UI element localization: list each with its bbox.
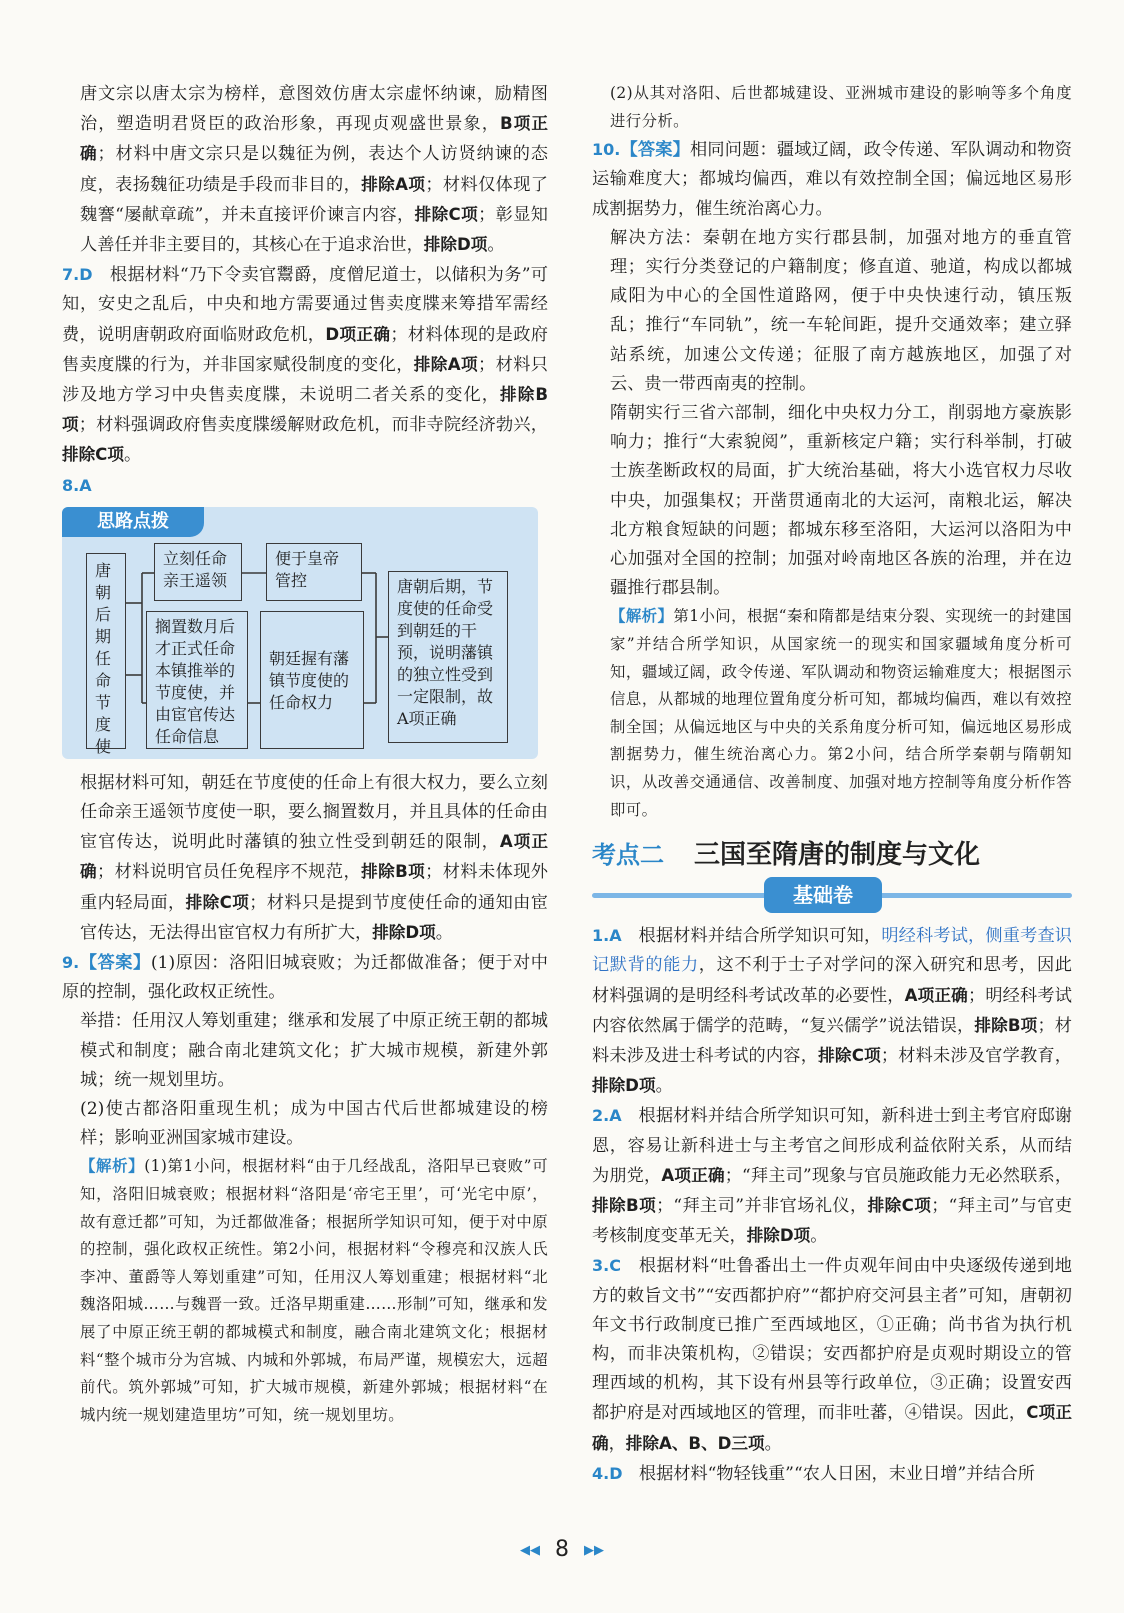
question-number: 2.A	[592, 1106, 622, 1126]
keyword: 排除B项	[62, 385, 548, 435]
q9-measures: 举措：任用汉人筹划重建；继承和发展了中原正统王朝的都城模式和制度；融合南北建筑文化；扩大城市规模，新建外郭城；统一规划里坊。	[80, 1011, 548, 1090]
question-number: 7.D	[62, 265, 93, 285]
page-footer	[0, 1537, 1124, 1562]
analysis-tag: 【解析】	[610, 607, 674, 626]
q4-answer	[592, 1459, 1072, 1489]
text: 根据材料“物轻钱重”“农人日困，末业日增”并结合所	[638, 1463, 1035, 1484]
text: (1)第1小问，根据材料“由于几经战乱，洛阳早已衰败”可知，洛阳旧城衰败；根据材料“洛阳是‘帝宅王里’，可‘光宅中原’，故有意迁都”可知，为迁都做准备；根据所学知识可知，便于对中原的控制，强化政权正统性。第2小问，根据材料“令穆亮和汉族人氏李冲、董爵等人筹划重建”可知，任用汉人筹划重建；根据材料“北魏洛阳城……与魏晋一致。迁洛早期重建……形制”可知，继承和发展了中原正统王朝的都城模式和制度，融合南北建筑文化；根据材料“整个城市分为宫城、内城和外郭城，布局严谨，规模宏大，远超前代。筑外郭城”可知，扩大城市规模，新建外郭城；根据材料“在城内统一规划建造里坊”可知，统一规划里坊。	[80, 1157, 548, 1424]
text: ，这不利于士子对学问的深入研究和思考，因此材料强调的是明经科考试改革的必要性，	[592, 955, 1072, 1006]
analysis-tag: 【解析】	[80, 1157, 145, 1176]
question-number: 1.A	[592, 926, 622, 946]
keyword: 排除B项	[361, 862, 426, 882]
question-number: 4.D	[592, 1463, 623, 1483]
prev-page-icon[interactable]: ◀◀	[520, 1542, 540, 1558]
keyword: 排除D项	[423, 235, 488, 255]
text: ；材料只涉及地方学习中央售卖度牒，未说明二者关系的变化，	[62, 354, 548, 406]
keyword: 排除D项	[746, 1226, 811, 1246]
text: 。	[487, 235, 505, 256]
text: 。	[764, 1433, 782, 1454]
question-number: 9.	[62, 953, 80, 973]
text: ；材料中唐文宗只是以魏征为例，表达个人访贤纳谏的态度，表扬魏征功绩是手段而非目的，	[80, 144, 548, 195]
text: 根据材料“乃下令卖官鬻爵，度僧尼道士，以储积为务”可知，安史之乱后，中央和地方需要通过售卖度牒来筹措军需经费，说明唐朝政府面临财政危机，	[62, 265, 548, 345]
keyword: D项正确	[325, 324, 391, 344]
q10-solution-sui: 隋朝实行三省六部制，细化中央权力分工，削弱地方豪族影响力；推行“大索貌阅”，重新核定户籍；实行科举制，打破士族垄断政权的局面，扩大统治基础，将大小选官权力尽收中央，加强集权；开凿贯通南北的大运河，南粮北运，解决北方粮食短缺的问题；都城东移至洛阳，大运河以洛阳为中心加强对全国的控制；加强对岭南地区各族的治理，并在边疆推行郡县制。	[610, 403, 1072, 599]
keyword: 排除B项	[974, 1015, 1038, 1035]
text: 根据材料可知，朝廷在节度使的任命上有很大权力，要么立刻任命亲王遥领节度使一职，要么搁置数月，并且具体的任命由宦官传达，说明此时藩镇的独立性受到朝廷的限制，	[80, 772, 548, 853]
mindmap-node: 搁置数月后才正式任命本镇推举的节度使，并由宦官传达任命信息	[146, 611, 248, 749]
keyword: 排除A项	[361, 174, 426, 194]
keyword: 排除A项	[413, 354, 479, 374]
keyword: A项正确	[80, 832, 548, 882]
next-page-icon[interactable]: ▶▶	[584, 1542, 604, 1558]
text: 。	[435, 922, 453, 943]
q9-influence: (2)使古都洛阳重现生机；成为中国古代后世都城建设的榜样；影响亚洲国家城市建设。	[80, 1099, 548, 1149]
text: ；“拜主司”与官吏考核制度变革无关，	[592, 1196, 1073, 1247]
q10-solution-qin: 解决方法：秦朝在地方实行郡县制，加强对地方的垂直管理；实行分类登记的户籍制度；修直道、驰道，构成以都城咸阳为中心的全国性道路网，便于中央快速行动，镇压叛乱；推行“车同轨”，统一车轮间距，提升交通效率；建立驿站系统，加速公文传递；征服了南方越族地区，加强了对云、贵一带西南夷的控制。	[610, 227, 1072, 394]
mindmap-node: 朝廷握有藩镇节度使的任命权力	[260, 611, 364, 749]
text: (1)原因：洛阳旧城衰败；为迁都做准备；便于对中原的控制，强化政权正统性。	[62, 953, 548, 1003]
text: ；彰显知人善任并非主要目的，其核心在于追求治世，	[80, 204, 548, 256]
keyword: 排除A、B、D三项	[625, 1433, 765, 1453]
idea-mindmap	[62, 507, 538, 759]
section-title: 三国至隋唐的制度与文化	[694, 840, 981, 871]
text: ；材料未涉及官学教育，	[880, 1046, 1072, 1066]
text: 根据材料“吐鲁番出土一件贞观年间由中央逐级传递到地方的敕旨文书”“安西都护府”“都护府交河县主者”可知，唐朝初年文书行政制度已推广至西域地区，①正确；尚书省为执行机构，而非决策机构，②错误；安西都护府是贞观时期设立的管理西域的机构，其下设有州县等行政单位，③正确；设置安西都护府是对西域地区的管理，而非吐蕃，④错误。因此，	[592, 1256, 1072, 1424]
keyword: 排除C项	[414, 204, 479, 224]
mindmap-header: 思路点拨	[62, 507, 204, 537]
keyword: C项正确	[592, 1403, 1072, 1453]
question-number: 8.A	[62, 475, 92, 495]
q10-analysis	[592, 603, 1072, 824]
answer-tag: 【答案】	[620, 140, 691, 161]
q9-analysis	[62, 1153, 548, 1429]
text: 根据材料并结合所学知识可知，新科进士到主考官府邸谢恩，容易让新科进士与主考官之间形成利益依附关系，从而结为朋党，	[592, 1106, 1072, 1186]
text: ；材料只是提到节度使任命的通知由宦官传达，无法得出宦官权力有所扩大，	[80, 892, 548, 943]
keyword: 排除C项	[818, 1046, 881, 1065]
text: ，	[608, 1433, 626, 1454]
text: 。	[655, 1076, 673, 1097]
section-pill: 基础卷	[764, 877, 882, 913]
keyword: 排除D项	[372, 922, 436, 942]
right-column	[592, 80, 1072, 1489]
q3-answer	[592, 1251, 1072, 1458]
text: 。	[810, 1226, 828, 1247]
text: ；材料强调政府售卖度牒缓解财政危机，而非寺院经济勃兴，	[78, 415, 548, 436]
text: ；材料未涉及进士科考试的内容，	[592, 1015, 1072, 1066]
text: ；“拜主司”并非官场礼仪，	[656, 1196, 868, 1217]
section-number: 考点二	[592, 841, 664, 870]
q6-continuation	[62, 80, 548, 260]
page-number: 8	[555, 1537, 569, 1562]
text: ；“拜主司”现象与官员施政能力无必然联系，	[724, 1165, 1073, 1186]
text: 。	[123, 445, 142, 466]
text: 根据材料并结合所学知识可知，	[638, 926, 882, 947]
mindmap-root: 唐朝后期任命节度使	[86, 553, 126, 749]
text: 相同问题：疆域辽阔，政令传递、军队调动和物资运输难度大；都城均偏西，难以有效控制全国；偏远地区易形成割据势力，催生统治离心力。	[592, 140, 1072, 219]
mindmap-node: 便于皇帝管控	[266, 543, 362, 601]
keyword: 排除D项	[592, 1076, 656, 1096]
q8-explanation	[62, 769, 548, 948]
keyword: B项正确	[80, 114, 548, 164]
q2-answer	[592, 1101, 1072, 1251]
text: ；材料未体现外重内轻局面，	[80, 862, 548, 913]
text: ；材料体现的是政府售卖度牒的行为，并非国家赋役制度的变化，	[62, 324, 548, 375]
question-number: 3.C	[592, 1256, 621, 1276]
mindmap-node: 唐朝后期，节度使的任命受到朝廷的干预，说明藩镇的独立性受到一定限制，故A项正确	[388, 571, 508, 743]
left-column	[62, 80, 548, 1429]
q8-number	[62, 471, 548, 501]
q7-answer	[62, 260, 548, 470]
question-number: 10.	[592, 140, 621, 160]
keyword: 排除C项	[62, 445, 124, 465]
keyword: A项正确	[904, 985, 968, 1005]
q1-answer	[592, 921, 1072, 1101]
answer-tag: 【答案】	[79, 953, 151, 974]
section-heading	[592, 834, 1072, 871]
keyword: 排除C项	[185, 892, 250, 912]
mindmap-node: 立刻任命亲王遥领	[154, 543, 242, 601]
text: ；材料仅体现了魏謇“屡献章疏”，并未直接评价谏言内容，	[80, 174, 548, 225]
keyword: 排除B项	[592, 1196, 657, 1216]
q9-analysis-continued: (2)从其对洛阳、后世都城建设、亚洲城市建设的影响等多个角度进行分析。	[610, 84, 1072, 130]
text: ；明经科考试内容依然属于儒学的范畴，“复兴儒学”说法错误，	[592, 985, 1072, 1036]
q10-answer	[592, 135, 1072, 224]
q9-answer	[62, 948, 548, 1007]
keyword: A项正确	[661, 1165, 725, 1185]
section-divider	[592, 877, 1072, 913]
keyword: 排除C项	[867, 1196, 932, 1216]
highlight-text: 明经科考试，侧重考查识记默背的能力	[592, 926, 1072, 976]
text: 第1小问，根据“秦和隋都是结束分裂、实现统一的封建国家”并结合所学知识，从国家统一的现实和国家疆域角度分析可知，疆域辽阔，政令传递、军队调动和物资运输难度大；根据图示信息，从都城的地理位置角度分析可知，都城均偏西，难以有效控制全国；从偏远地区与中央的关系角度分析可知，偏远地区易形成割据势力，催生统治离心力。第2小问，结合所学秦朝与隋朝知识，从改善交通通信、改善制度、加强对地方控制等角度分析作答即可。	[610, 607, 1072, 819]
text: 唐文宗以唐太宗为榜样，意图效仿唐太宗虚怀纳谏，励精图治，塑造明君贤臣的政治形象，再现贞观盛世景象，	[80, 84, 548, 135]
text: ；材料说明官员任免程序不规范，	[97, 862, 362, 883]
